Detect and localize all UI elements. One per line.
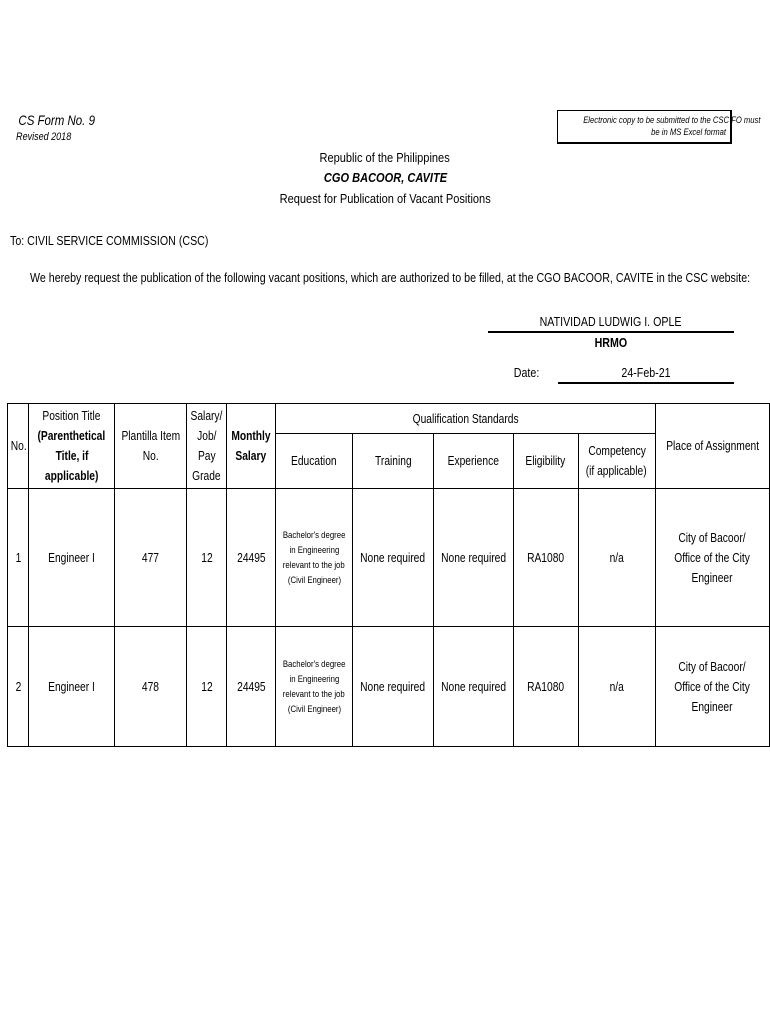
signatory-name: NATIVIDAD LUDWIG I. OPLE: [488, 314, 734, 333]
row-position: Engineer I: [29, 627, 114, 747]
agency-name: CGO BACOOR, CAVITE: [323, 170, 447, 185]
table-row: [8, 489, 770, 627]
form-number: CS Form No. 9: [18, 112, 95, 128]
date-label: Date:: [513, 365, 540, 380]
electronic-copy-note: [557, 110, 761, 144]
note-line-2: be in MS Excel format: [651, 127, 726, 137]
row-salary: 24495: [227, 489, 276, 627]
vacant-positions-table: [7, 403, 770, 747]
request-text: We hereby request the publication of the following vacant positions, which are authorized to be filled, at the CGO BACOOR, CAVITE in the CSC website:: [30, 270, 751, 285]
note-line-1: Electronic copy to be submitted to the CSC FO must: [583, 115, 761, 125]
table-row: [8, 627, 770, 747]
form-revised: Revised 2018: [16, 131, 72, 143]
header-monthly-salary: Monthly Salary: [227, 404, 276, 489]
addressee: To: CIVIL SERVICE COMMISSION (CSC): [10, 233, 209, 248]
header-position-title: Position Title (Parenthetical Title, if applicable): [29, 404, 114, 489]
row-competency: n/a: [578, 627, 655, 747]
row-grade: 12: [187, 627, 227, 747]
row-position: Engineer I: [29, 489, 114, 627]
row-plantilla: 478: [114, 627, 187, 747]
header-eligibility: Eligibility: [513, 434, 578, 489]
republic-line: Republic of the Philippines: [319, 150, 451, 165]
row-place: City of Bacoor/ Office of the City Engineer: [655, 627, 769, 747]
row-training: None required: [353, 489, 433, 627]
row-plantilla: 477: [114, 489, 187, 627]
header-education: Education: [276, 434, 353, 489]
document-title: Request for Publication of Vacant Positions: [279, 191, 491, 206]
row-no: 1: [8, 489, 29, 627]
header-competency: Competency (if applicable): [578, 434, 655, 489]
row-experience: None required: [433, 489, 513, 627]
header-plantilla: Plantilla Item No.: [114, 404, 187, 489]
header-training: Training: [353, 434, 433, 489]
row-training: None required: [353, 627, 433, 747]
signatory-position: HRMO: [594, 335, 628, 350]
row-grade: 12: [187, 489, 227, 627]
row-no: 2: [8, 627, 29, 747]
row-experience: None required: [433, 627, 513, 747]
header-place-of-assignment: Place of Assignment: [655, 404, 769, 489]
header-qualification-standards: Qualification Standards: [276, 404, 656, 434]
row-place: City of Bacoor/ Office of the City Engineer: [655, 489, 769, 627]
date-value: 24-Feb-21: [558, 365, 734, 384]
header-no: No.: [8, 404, 29, 489]
row-competency: n/a: [578, 489, 655, 627]
row-eligibility: RA1080: [513, 627, 578, 747]
header-salary-grade: Salary/ Job/ Pay Grade: [187, 404, 227, 489]
row-salary: 24495: [227, 627, 276, 747]
row-education: Bachelor's degree in Engineering relevant to the job (Civil Engineer): [276, 489, 353, 627]
row-education: Bachelor's degree in Engineering relevant to the job (Civil Engineer): [276, 627, 353, 747]
row-eligibility: RA1080: [513, 489, 578, 627]
header-experience: Experience: [433, 434, 513, 489]
